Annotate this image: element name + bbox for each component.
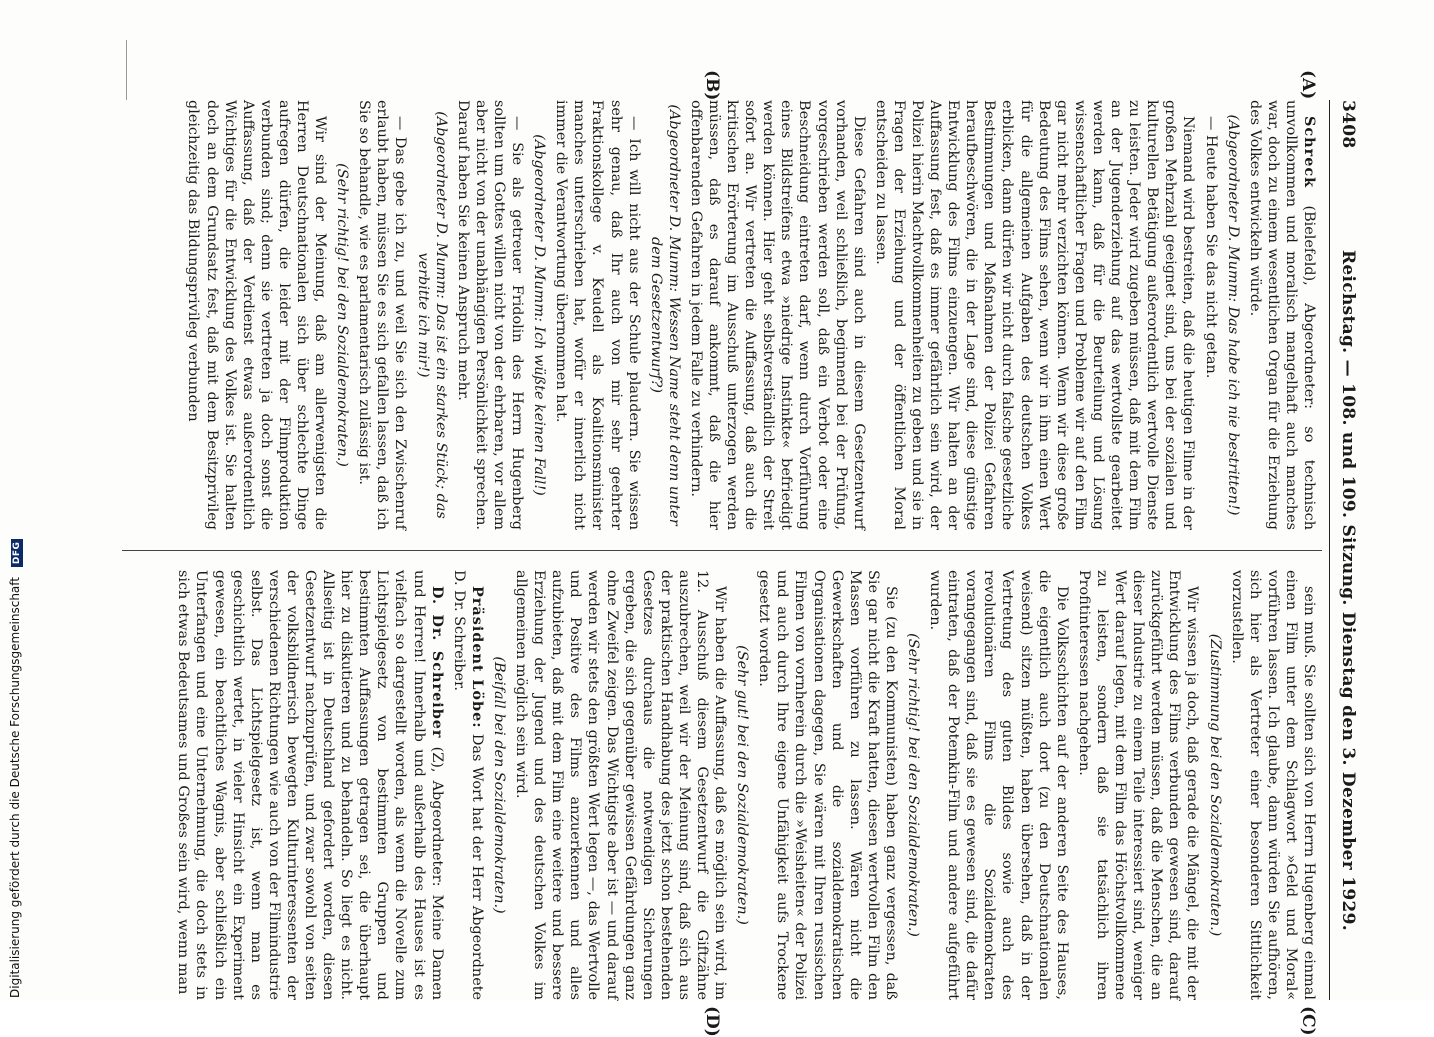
footer-credit [8, 539, 23, 998]
speaker-paragraph [450, 570, 486, 1000]
margin-marker-c: (C) [1298, 1006, 1318, 1036]
body-paragraph: — Das gebe ich zu, und weil Sie sich den Zwischenruf erlaubt haben, müssen Sie es sich gefallen lassen, daß ich Sie so behandle, wie es parlamentarisch zulässig ist. [356, 100, 409, 530]
body-paragraph: Die Volksschichten auf der anderen Seite des Hauses, die eigentlich auch dort (zu den Deutschnationalen weisend) sitzen müßten, haben übersehen, daß in der Vertretung des guten Bildes sowie auch des revolutionären Films die Sozialdemokraten vorangegangen sind, daß sie es gewesen sind, die dafür eintraten, daß der Potemkin-Film und andere aufgeführt wurden. [927, 570, 1070, 1000]
body-paragraph: Niemand wird bestreiten, daß die heutigen Filme in der großen Mehrzahl geeignet sind, uns bei der sozialen und kulturellen Betätigung außerordentlich wertvolle Dienste zu leisten. Jeder wird zugeben müssen, daß mit dem Film an der Jugenderziehung auf das wertvollste gearbeitet werden kann, daß für die Beurteilung und Lösung wissenschaftlicher Fragen und Probleme wir auf den Film gar nicht mehr verzichten können. Wenn wir diese große Bedeutung des Films sehen, wenn wir in ihm einen Wert für die allgemeinen Aufgaben des deutschen Volkes erblicken, dann dürfen wir nicht durch falsche gesetzliche Bestimmungen und Maßnahmen der Polizei Gefahren heraufbeschwören, die in der Lage sind, diese günstige Entwicklung des Films einzuengen. Wir halten an der Auffassung fest, daß es immer gefährlich sein wird, der Polizei hierin Machtvollkommenheiten zu geben und sie in Fragen der Erziehung und der öffentlichen Moral entscheiden zu lassen. [872, 100, 1197, 530]
scan-edge-mark [126, 40, 127, 100]
interjection: (Sehr gut! bei den Sozialdemokraten.) [734, 645, 751, 925]
body-paragraph: — Ich will nicht aus der Schule plaudern. Sie wissen sehr genau, daß Ihr auch von mir sehr geehrter Fraktionskollege v. Keudell als Koalitionsminister manches unterschrieben hat, wofür er innerlich nicht immer die Verantwortung übernommen hat. [553, 100, 642, 530]
margin-marker-d: (D) [702, 1006, 722, 1037]
interjection: (Zustimmung bei den Sozialdemokraten.) [1206, 633, 1223, 937]
body-paragraph: Wir wissen ja doch, daß gerade die Mängel, die mit der Entwicklung des Films verbunden gewesen sind, darauf zurückgeführt werden müssen, daß die Menschen, die an dieser Industrie zu einem Teile interessiert sind, weniger Wert darauf legen, mit dem Film das Höchstvollkommene zu leisten, sondern daß sie tatsächlich ihren Profitinteressen nachgehen. [1075, 570, 1201, 1000]
interjection: (Sehr richtig! bei den Sozialdemokraten.) [334, 163, 351, 467]
margin-marker-b: (B) [702, 70, 722, 101]
column-divider [122, 550, 1322, 551]
speaker-name: Präsident Löbe: [468, 586, 486, 729]
right-column [118, 570, 1318, 1000]
body-paragraph: — Sie als getreuer Fridolin des Herrn Hugenberg sollten um Gottes willen nicht von der ehrbaren, vor allem aber nicht von der unabhängigen Persönlichkeit sprechen. Darauf haben Sie keinen Anspruch mehr. [454, 100, 526, 530]
left-column [118, 100, 1318, 530]
page-number: 3408 [1338, 100, 1358, 149]
body-paragraph: Sie (zu den Kommunisten) haben ganz vergessen, daß Sie gar nicht die Kraft hatten, diesen wertvollen Film den Massen vorführen zu lassen. Wären nicht die Gewerkschaften und die sozialdemokratischen Organisationen dagegen, Sie wären mit Ihren russischen Filmen von vornherein durch die »Weisheiten« der Polizei und auch durch Ihre eigene Unfähigkeit aufs Trockene gesetzt worden. [756, 570, 899, 1000]
interjection: (Abgeordneter D. Mumm: Wessen Name steht denn unter dem Gesetzentwurf?) [647, 104, 682, 526]
interjection: (Abgeordneter D. Mumm: Das habe ich nie bestritten!) [1224, 114, 1241, 516]
interjection: (Abgeordneter D. Mumm: Ich wüßte keinen Fall!) [531, 134, 548, 496]
speaker-text: Das Wort hat der Herr Abgeordnete D. Dr. Schreiber. [450, 570, 485, 1001]
body-paragraph: Diese Gefahren sind auch in diesem Gesetzentwurf vorhanden, weil schließlich, beginnend bei der Prüfung, vorgeschrieben werden soll, daß ein Verbot oder eine Beschneidung eintreten darf, wenn durch Vorführung eines Bildstreifens etwa »niedrige Instinkte« befriedigt werden können. Hier geht selbstverständlich der Streit sofort an. Wir vertreten die Auffassung, daß auch die kritischen Erörterung im Ausschuß unterzogen werden müssen, daß es darauf ankommt, daß die hier offenbarenden Gefahren in jedem Falle zu verhindern. [687, 100, 867, 530]
speaker-name: D. Dr. Schreiber [428, 586, 446, 739]
speaker-text: (Bielefeld), Abgeordneter: so technisch unvollkommen und moralisch mangelhaft auch manches war, doch zu einem wesentlichen Organ für die Erziehung des Volkes entwickeln würde. [1246, 100, 1317, 531]
footer-text: Digitalisierung gefördert durch die Deutsche Forschungsgemeinschaft [8, 576, 22, 998]
interjection: (Abgeordneter D. Mumm: Das ist ein starkes Stück; das verbitte ich mir!) [414, 111, 449, 519]
rotated-page [92, 70, 1362, 1037]
interjection: (Beifall bei den Sozialdemokraten.) [490, 656, 507, 914]
margin-marker-a: (A) [1298, 70, 1318, 100]
speaker-paragraph [174, 570, 445, 1000]
body-paragraph: sein muß. Sie sollten sich von Herrn Hugenberg einmal einen Film unter dem Schlagwort »Geld und Moral« vorführen lassen. Ich glaube, dann würden Sie aufhören, sich hier als Vertreter einer besonderen Sittlichkeit vorzustellen. [1228, 570, 1317, 1000]
page-header [1329, 100, 1362, 1000]
interjection: (Sehr richtig! bei den Sozialdemokraten.) [905, 633, 922, 937]
page-title: Reichstag. — 108. und 109. Sitzung. Dienstag den 3. Dezember 1929. [1338, 250, 1358, 931]
speaker-name: Schreck [1301, 116, 1318, 189]
body-paragraph: Wir sind der Meinung, daß am allerwenigsten die Herren Deutschnationalen sich über schlechte Dinge aufregen dürfen, die leider mit der Filmproduktion verbunden sind; denn sie vertreten ja doch sonst die Auffassung, daß der Verdienst etwas außerordentlich Wichtiges für die Entwicklung des Volkes ist. Sie halten doch an dem Grundsatz fest, daß mit dem Besitzprivileg gleichzeitig das Bildungsprivileg verbunden [185, 100, 329, 530]
speaker-paragraph [1246, 100, 1318, 530]
speaker-text: (Z), Abgeordneter: Meine Damen und Herren! Innerhalb und außerhalb des Hauses ist es vielfach so dargestellt worden, als wenn die Novelle zum Lichtspielgesetz von bestimmten Gruppen und bestimmten Auffassungen getragen sei, die überhaupt hier zu diskutieren und zu behandeln. So liegt es nicht. Allseitig ist in Deutschland gefordert worden, diesen Gesetzentwurf nachzuprüfen, und zwar sowohl von seiten der volksbildnerisch bewegten Kulturinteressenten der verschiedenen Richtungen wie auch von der Filmindustrie selbst. Das Lichtspielgesetz ist, wenn man es geschichtlich wertet, in vieler Hinsicht ein Experiment gewesen, ein beachtliches Wagnis, aber schließlich ein Unterfangen und eine Unternehmung, die doch stets in sich etwas Bedeutsames und Großes sein wird, wenn man [175, 570, 445, 1000]
dfg-logo: DFG [11, 539, 23, 568]
body-paragraph: Wir haben die Auffassung, daß es möglich sein wird, im 12. Ausschuß diesem Gesetzentwurf die Giftzähne auszubrechen, weil wir der Meinung sind, daß sich aus der praktischen Handhabung des jetzt schon bestehenden Gesetzes durchaus die notwendigen Sicherungen ergeben, die sich gegenüber gewissen Gefährdungen ganz ohne Zweifel zeigen. Das Wichtigste aber ist — und darauf werden wir stets den größten Wert legen —, das Wertvolle und Positive des Films anzuerkennen und alles aufzubieten, daß mit dem Film eine weitere und bessere Erziehung der Jugend und des deutschen Volkes im allgemeinen möglich sein wird. [513, 570, 729, 1000]
body-paragraph: — Heute haben Sie das nicht getan. [1202, 116, 1219, 379]
